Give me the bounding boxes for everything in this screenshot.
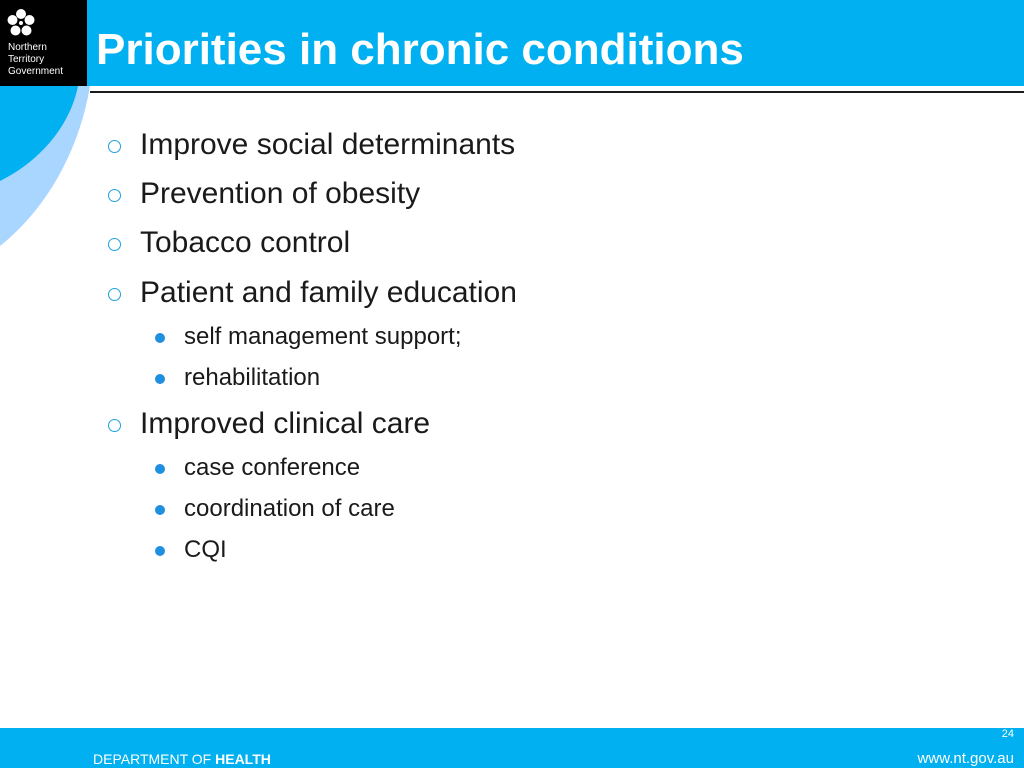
logo-text-line: Government <box>8 66 64 77</box>
hollow-bullet-icon <box>108 288 121 301</box>
sub-bullet-item: rehabilitation <box>184 364 321 391</box>
logo-text-line: Northern <box>8 42 47 53</box>
footer-department-name: HEALTH <box>215 751 271 767</box>
filled-bullet-icon <box>155 374 165 384</box>
filled-bullet-icon <box>155 505 165 515</box>
bullet-item: Patient and family education <box>140 276 517 309</box>
filled-bullet-icon <box>155 464 165 474</box>
logo-text-line: Territory <box>8 54 45 65</box>
bullet-item: Improved clinical care <box>140 407 431 440</box>
bullet-item: Improve social determinants <box>140 128 516 161</box>
slide-title: Priorities in chronic conditions <box>96 25 744 74</box>
sub-bullet-item: case conference <box>184 454 361 481</box>
bullet-item: Prevention of obesity <box>140 177 421 210</box>
page-number: 24 <box>1001 728 1014 740</box>
footer-department <box>93 751 271 767</box>
logo-text <box>8 42 63 78</box>
bullet-item: Tobacco control <box>140 226 351 259</box>
header-divider <box>90 91 1024 93</box>
hollow-bullet-icon <box>108 189 121 202</box>
nt-government-logo <box>0 0 87 86</box>
sub-bullet-item: self management support; <box>184 323 462 350</box>
hollow-bullet-icon <box>108 419 121 432</box>
sub-bullet-item: coordination of care <box>184 495 395 522</box>
hollow-bullet-icon <box>108 140 121 153</box>
decorative-swoosh <box>0 86 90 256</box>
footer-url: www.nt.gov.au <box>917 750 1014 767</box>
filled-bullet-icon <box>155 333 165 343</box>
footer-department-prefix: DEPARTMENT OF <box>93 751 216 767</box>
flower-icon <box>6 8 36 38</box>
hollow-bullet-icon <box>108 238 121 251</box>
filled-bullet-icon <box>155 546 165 556</box>
sub-bullet-item: CQI <box>184 536 227 563</box>
